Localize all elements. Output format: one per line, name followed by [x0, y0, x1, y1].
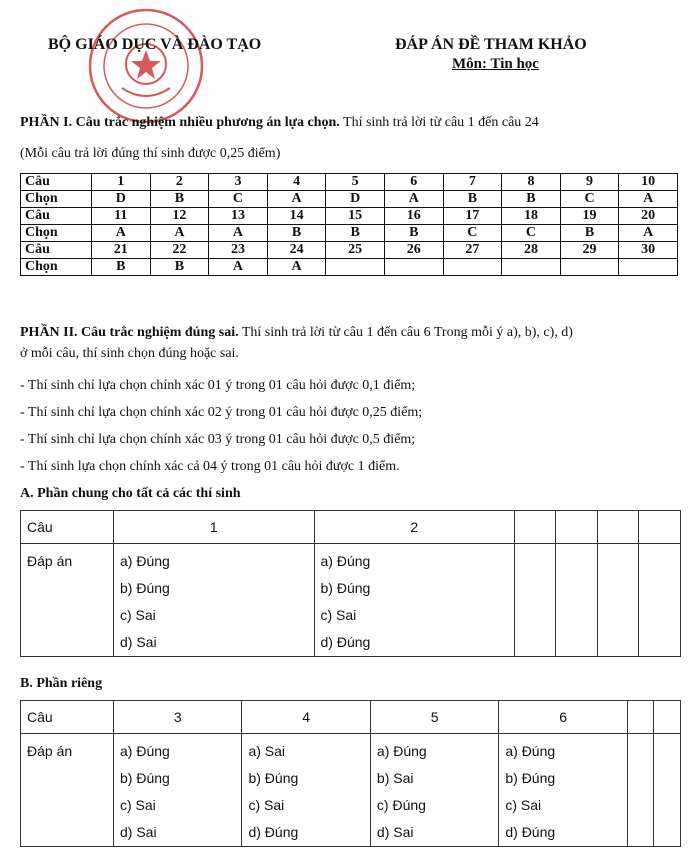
answer-option: b) Đúng — [120, 580, 170, 596]
table-row — [21, 242, 678, 259]
table-cell: 3 — [209, 174, 268, 191]
answer-option — [562, 548, 590, 575]
answer-option: b) Đúng — [320, 580, 371, 596]
question-number — [627, 701, 654, 734]
table-cell: A — [619, 191, 678, 208]
question-number: 6 — [499, 701, 627, 734]
dapan-label-text: Đáp án — [27, 553, 73, 569]
answer-option — [634, 738, 648, 765]
question-number: 5 — [370, 701, 498, 734]
table-cell: 4 — [267, 174, 326, 191]
table-cell: C — [209, 191, 268, 208]
table-cell: D — [326, 191, 385, 208]
answer-option: c) Sai — [120, 607, 156, 623]
table-cell: 22 — [150, 242, 209, 259]
table-row — [21, 511, 681, 544]
table-cell: C — [443, 225, 502, 242]
table-cell: 27 — [443, 242, 502, 259]
answer-option: d) Đúng — [248, 824, 299, 840]
answer-option: c) Đúng — [376, 797, 426, 813]
answer-cell — [639, 544, 681, 657]
table-cell: A — [92, 225, 151, 242]
document-title: ĐÁP ÁN ĐỀ THAM KHẢO — [395, 36, 587, 53]
table-cell: 8 — [502, 174, 561, 191]
table-cell: A — [384, 191, 443, 208]
question-number — [556, 511, 597, 544]
answer-option — [604, 575, 632, 602]
dapan-label — [21, 544, 114, 657]
table-cell: C — [502, 225, 561, 242]
table-cell: B — [502, 191, 561, 208]
answer-option — [660, 738, 674, 765]
table-cell: C — [560, 191, 619, 208]
table-cell: 19 — [560, 208, 619, 225]
table-cell: 1 — [92, 174, 151, 191]
section-b-title: B. Phần riêng — [20, 676, 103, 691]
answer-cell — [597, 544, 638, 657]
table-cell: 7 — [443, 174, 502, 191]
row-label: Chọn — [21, 259, 92, 276]
table-cell — [619, 259, 678, 276]
table-cell: 5 — [326, 174, 385, 191]
answer-option: d) Đúng — [505, 824, 556, 840]
question-number — [597, 511, 638, 544]
answer-option: d) Đúng — [320, 634, 371, 650]
table-cell: A — [619, 225, 678, 242]
part2-heading — [20, 325, 573, 341]
answer-option — [521, 602, 549, 629]
answer-cell — [314, 544, 515, 657]
table-cell: 21 — [92, 242, 151, 259]
table-cell: A — [267, 191, 326, 208]
table-cell — [384, 259, 443, 276]
answer-cell — [242, 734, 370, 847]
answer-option: c) Sai — [320, 607, 357, 623]
table-cell: A — [209, 259, 268, 276]
answer-option — [521, 575, 549, 602]
table-cell: 13 — [209, 208, 268, 225]
table-cell: D — [92, 191, 151, 208]
table-row — [21, 225, 678, 242]
answer-option: b) Đúng — [120, 770, 170, 786]
table-cell: B — [443, 191, 502, 208]
answer-option — [645, 548, 674, 575]
table-cell: B — [92, 259, 151, 276]
question-number — [515, 511, 556, 544]
table-cell: B — [326, 225, 385, 242]
part2-rule: - Thí sinh chỉ lựa chọn chính xác 03 ý trong 01 câu hỏi được 0,5 điểm; — [20, 432, 416, 447]
row-label: Câu — [21, 174, 92, 191]
table-cell: 6 — [384, 174, 443, 191]
table-cell — [326, 259, 385, 276]
part2-title: PHẦN II. Câu trắc nghiệm đúng sai. — [20, 325, 239, 340]
answer-option — [645, 575, 674, 602]
table-cell — [502, 259, 561, 276]
cau-label: Câu — [21, 511, 114, 544]
answer-cell — [627, 734, 654, 847]
table-row — [21, 208, 678, 225]
answer-option: b) Sai — [376, 770, 414, 786]
row-label: Câu — [21, 208, 92, 225]
answer-option: c) Sai — [120, 797, 156, 813]
answer-option: a) Đúng — [120, 553, 170, 569]
table-cell: 30 — [619, 242, 678, 259]
answer-cell — [114, 734, 242, 847]
table-cell: 25 — [326, 242, 385, 259]
answer-option — [604, 602, 632, 629]
question-number — [654, 701, 681, 734]
table-cell: B — [384, 225, 443, 242]
table-cell: 29 — [560, 242, 619, 259]
row-label: Câu — [21, 242, 92, 259]
dapan-label-text: Đáp án — [27, 743, 73, 759]
answer-option: a) Đúng — [376, 743, 427, 759]
answer-option — [562, 629, 590, 656]
answer-option: d) Sai — [120, 634, 157, 650]
answer-cell — [114, 544, 315, 657]
answer-option: a) Sai — [248, 743, 286, 759]
table-cell: 16 — [384, 208, 443, 225]
answer-cell — [654, 734, 681, 847]
table-cell: 17 — [443, 208, 502, 225]
answer-option: c) Sai — [248, 797, 285, 813]
part2-instruction: Thí sinh trả lời từ câu 1 đến câu 6 Trong mỗi ý a), b), c), d) — [238, 325, 573, 340]
table-cell: B — [560, 225, 619, 242]
ministry-name: BỘ GIÁO DỤC VÀ ĐÀO TẠO — [48, 36, 262, 53]
part1-note: (Mỗi câu trả lời đúng thí sinh được 0,25 điểm) — [20, 146, 281, 161]
section-b-table — [20, 700, 681, 847]
part2-rule: - Thí sinh lựa chọn chính xác cả 04 ý trong 01 câu hỏi được 1 điểm. — [20, 459, 400, 474]
answer-option — [521, 548, 549, 575]
table-row — [21, 701, 681, 734]
question-number — [639, 511, 681, 544]
row-label: Chọn — [21, 225, 92, 242]
table-cell: 15 — [326, 208, 385, 225]
part2-rule: - Thí sinh chỉ lựa chọn chính xác 01 ý trong 01 câu hỏi được 0,1 điểm; — [20, 378, 416, 393]
answer-option: a) Đúng — [320, 553, 371, 569]
table-cell: 26 — [384, 242, 443, 259]
table-cell: 2 — [150, 174, 209, 191]
dapan-label — [21, 734, 114, 847]
table-cell: 9 — [560, 174, 619, 191]
answer-option — [562, 602, 590, 629]
answer-option — [521, 629, 549, 656]
table-row — [21, 191, 678, 208]
row-label: Chọn — [21, 191, 92, 208]
question-number: 1 — [114, 511, 315, 544]
answer-cell — [499, 734, 627, 847]
part2-instruction-cont: ở mỗi câu, thí sinh chọn đúng hoặc sai. — [20, 346, 239, 361]
answer-option — [562, 575, 590, 602]
part2-rule: - Thí sinh chỉ lựa chọn chính xác 02 ý trong 01 câu hỏi được 0,25 điểm; — [20, 405, 423, 420]
answer-option: d) Sai — [376, 824, 414, 840]
answer-option: d) Sai — [120, 824, 157, 840]
answer-option — [634, 765, 648, 792]
answer-option — [604, 548, 632, 575]
answer-cell — [556, 544, 597, 657]
table-row — [21, 544, 681, 657]
table-cell: B — [150, 259, 209, 276]
table-cell: A — [150, 225, 209, 242]
table-cell: 18 — [502, 208, 561, 225]
answer-option: a) Đúng — [120, 743, 170, 759]
part1-answer-table — [20, 173, 678, 276]
answer-option — [660, 765, 674, 792]
table-row — [21, 734, 681, 847]
table-cell: 28 — [502, 242, 561, 259]
table-cell: B — [150, 191, 209, 208]
table-cell: 12 — [150, 208, 209, 225]
part1-instruction: Thí sinh trả lời từ câu 1 đến câu 24 — [339, 115, 539, 130]
table-cell: B — [267, 225, 326, 242]
table-row — [21, 259, 678, 276]
answer-option: a) Đúng — [505, 743, 556, 759]
cau-label: Câu — [21, 701, 114, 734]
official-seal-stamp — [86, 6, 206, 126]
section-a-table — [20, 510, 681, 657]
answer-option — [634, 792, 648, 819]
table-cell: A — [267, 259, 326, 276]
subject-title: Môn: Tin học — [452, 56, 539, 72]
table-cell: 23 — [209, 242, 268, 259]
table-cell: 10 — [619, 174, 678, 191]
section-a-title: A. Phần chung cho tất cả các thí sinh — [20, 486, 241, 501]
answer-option — [645, 602, 674, 629]
answer-option — [660, 792, 674, 819]
table-cell: 11 — [92, 208, 151, 225]
table-cell: 20 — [619, 208, 678, 225]
answer-option: b) Đúng — [248, 770, 299, 786]
table-row — [21, 174, 678, 191]
answer-option — [645, 629, 674, 656]
answer-cell — [370, 734, 498, 847]
answer-option — [660, 819, 674, 846]
table-cell: A — [209, 225, 268, 242]
answer-cell — [515, 544, 556, 657]
question-number: 4 — [242, 701, 370, 734]
answer-option: b) Đúng — [505, 770, 556, 786]
table-cell — [560, 259, 619, 276]
table-cell: 14 — [267, 208, 326, 225]
part1-title: PHẦN I. Câu trắc nghiệm nhiều phương án lựa chọn. — [20, 115, 340, 130]
answer-option: c) Sai — [505, 797, 542, 813]
question-number: 3 — [114, 701, 242, 734]
table-cell: 24 — [267, 242, 326, 259]
table-cell — [443, 259, 502, 276]
answer-option — [604, 629, 632, 656]
question-number: 2 — [314, 511, 515, 544]
part1-heading — [20, 115, 539, 131]
answer-option — [634, 819, 648, 846]
